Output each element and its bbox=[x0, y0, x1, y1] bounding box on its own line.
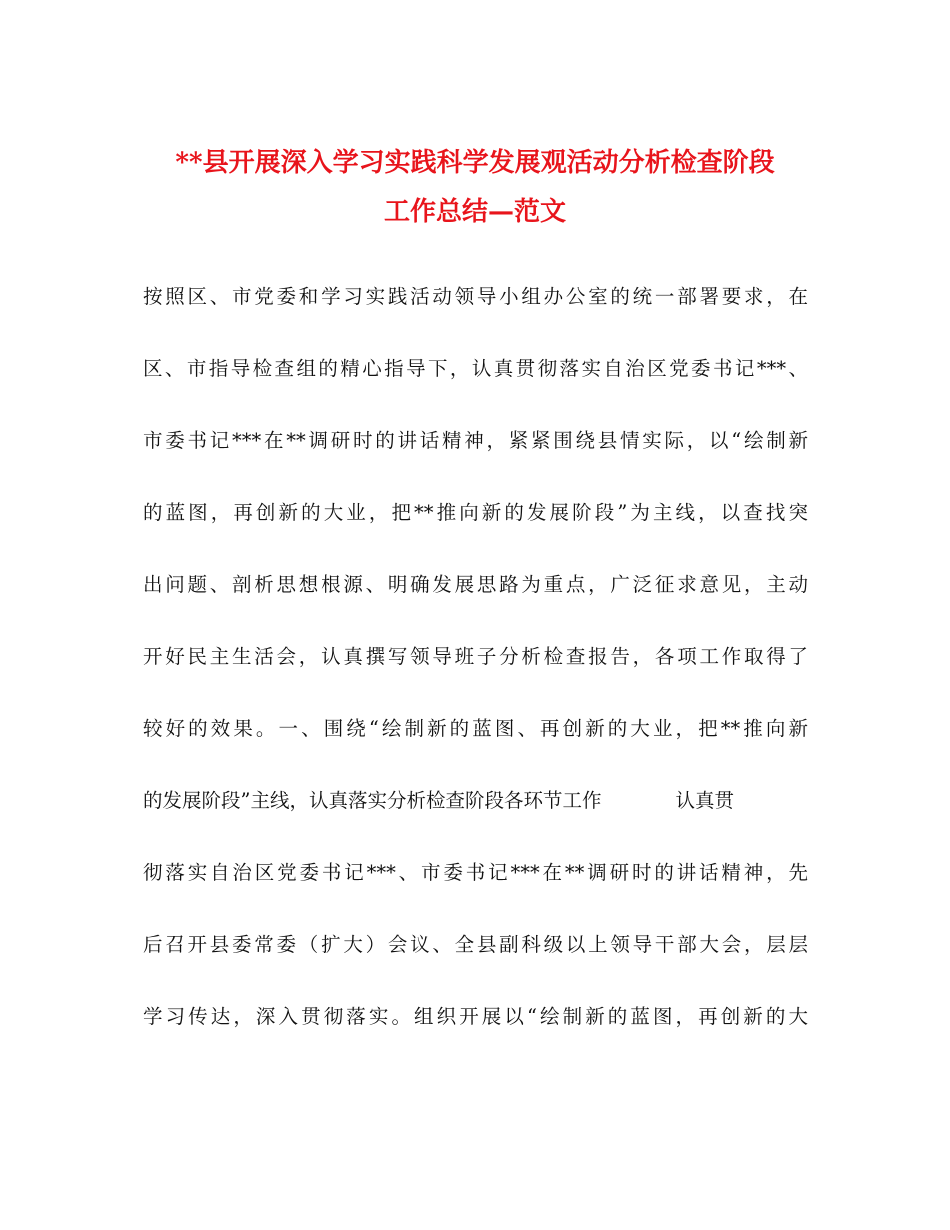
body-line-10: 后召开县委常委（扩大）会议、全县副科级以上领导干部大会，层层 bbox=[143, 933, 808, 956]
body-line-8-text: 的发展阶段”主线，认真落实分析检查阶段各环节工作 bbox=[143, 789, 602, 812]
body-line-4: 的蓝图，再创新的大业，把**推向新的发展阶段”为主线，以查找突 bbox=[143, 501, 808, 524]
body-line-1: 按照区、市党委和学习实践活动领导小组办公室的统一部署要求，在 bbox=[143, 285, 808, 308]
document-title-line-1: **县开展深入学习实践科学发展观活动分析检查阶段 bbox=[175, 148, 775, 178]
body-line-2: 区、市指导检查组的精心指导下，认真贯彻落实自治区党委书记***、 bbox=[143, 357, 808, 380]
body-line-3: 市委书记***在**调研时的讲话精神，紧紧围绕县情实际，以“绘制新 bbox=[143, 429, 808, 452]
body-line-9: 彻落实自治区党委书记***、市委书记***在**调研时的讲话精神，先 bbox=[143, 861, 808, 884]
body-line-11: 学习传达，深入贯彻落实。组织开展以“绘制新的蓝图，再创新的大 bbox=[143, 1005, 808, 1028]
document-title-line-2: 工作总结—范文 bbox=[383, 197, 566, 227]
body-line-7: 较好的效果。一、围绕“绘制新的蓝图、再创新的大业，把**推向新 bbox=[143, 717, 808, 740]
body-line-6: 开好民主生活会，认真撰写领导班子分析检查报告，各项工作取得了 bbox=[143, 645, 808, 668]
body-line-8-tail: 认真贯 bbox=[675, 789, 734, 812]
body-line-8 bbox=[143, 787, 808, 815]
body-line-5: 出问题、剖析思想根源、明确发展思路为重点，广泛征求意见，主动 bbox=[143, 573, 808, 596]
